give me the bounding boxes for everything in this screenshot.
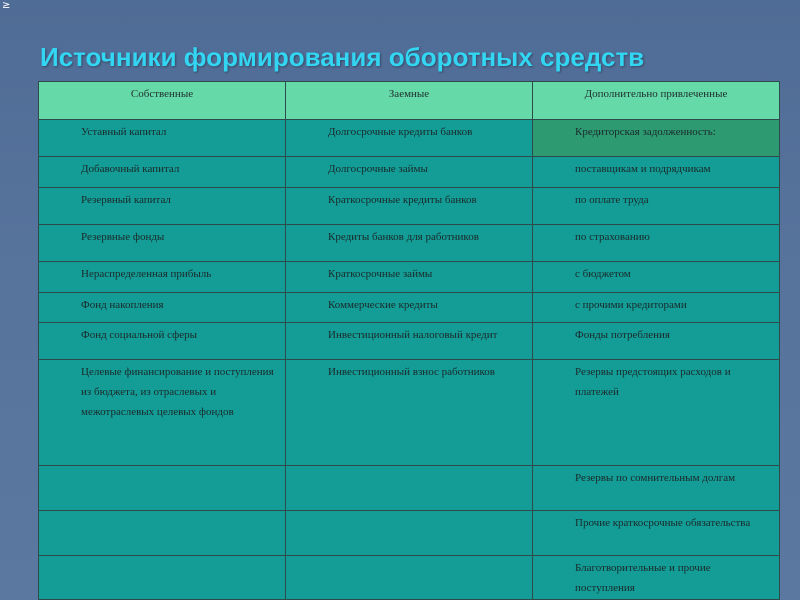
table-cell: Резервный капитал [39, 188, 286, 225]
table-cell: с бюджетом [533, 262, 780, 293]
header-additional: Дополнительно привлеченные [533, 82, 780, 120]
table-cell [39, 466, 286, 511]
table-row [39, 360, 780, 466]
corner-mark: ≥ [2, 0, 11, 11]
table-cell [286, 511, 533, 556]
table-cell [39, 511, 286, 556]
table-row [39, 323, 780, 360]
table-cell: Фонд накопления [39, 293, 286, 323]
table-cell: Благотворительные и прочие поступления [533, 556, 780, 600]
table-cell [286, 556, 533, 600]
table-cell [39, 556, 286, 600]
table-cell: Добавочный капитал [39, 157, 286, 188]
table-cell: Краткосрочные кредиты банков [286, 188, 533, 225]
table-cell: по страхованию [533, 225, 780, 262]
table-cell: Долгосрочные кредиты банков [286, 120, 533, 157]
table-cell: по оплате труда [533, 188, 780, 225]
table-cell: Нераспределенная прибыль [39, 262, 286, 293]
table-row [39, 556, 780, 600]
table-cell: Резервы предстоящих расходов и платежей [533, 360, 780, 466]
sources-table [38, 81, 780, 600]
table-cell: Целевые финансирование и поступления из бюджета, из отраслевых и межотраслевых целевых фондов [39, 360, 286, 466]
header-own: Собственные [39, 82, 286, 120]
table-row [39, 511, 780, 556]
table-row [39, 225, 780, 262]
table-cell: Резервы по сомнительным долгам [533, 466, 780, 511]
table-cell: Прочие краткосрочные обязательства [533, 511, 780, 556]
table-cell: Кредиты банков для работников [286, 225, 533, 262]
slide-title: Источники формирования оборотных средств [40, 42, 645, 72]
table-cell: Резервные фонды [39, 225, 286, 262]
table-row [39, 188, 780, 225]
table-cell: Фонд социальной сферы [39, 323, 286, 360]
table-cell [286, 466, 533, 511]
table-cell: Инвестиционный налоговый кредит [286, 323, 533, 360]
table-row [39, 466, 780, 511]
table-row [39, 262, 780, 293]
table-cell-highlighted: Кредиторская задолженность: [533, 120, 780, 157]
table-cell: с прочими кредиторами [533, 293, 780, 323]
table-row [39, 157, 780, 188]
header-borrowed: Заемные [286, 82, 533, 120]
table-row [39, 293, 780, 323]
table-cell: Инвестиционный взнос работников [286, 360, 533, 466]
table-cell: Фонды потребления [533, 323, 780, 360]
table-cell: поставщикам и подрядчикам [533, 157, 780, 188]
table-cell: Краткосрочные займы [286, 262, 533, 293]
table-cell: Долгосрочные займы [286, 157, 533, 188]
table-cell: Коммерческие кредиты [286, 293, 533, 323]
table-row [39, 120, 780, 157]
table-header-row [39, 82, 780, 120]
table-cell: Уставный капитал [39, 120, 286, 157]
